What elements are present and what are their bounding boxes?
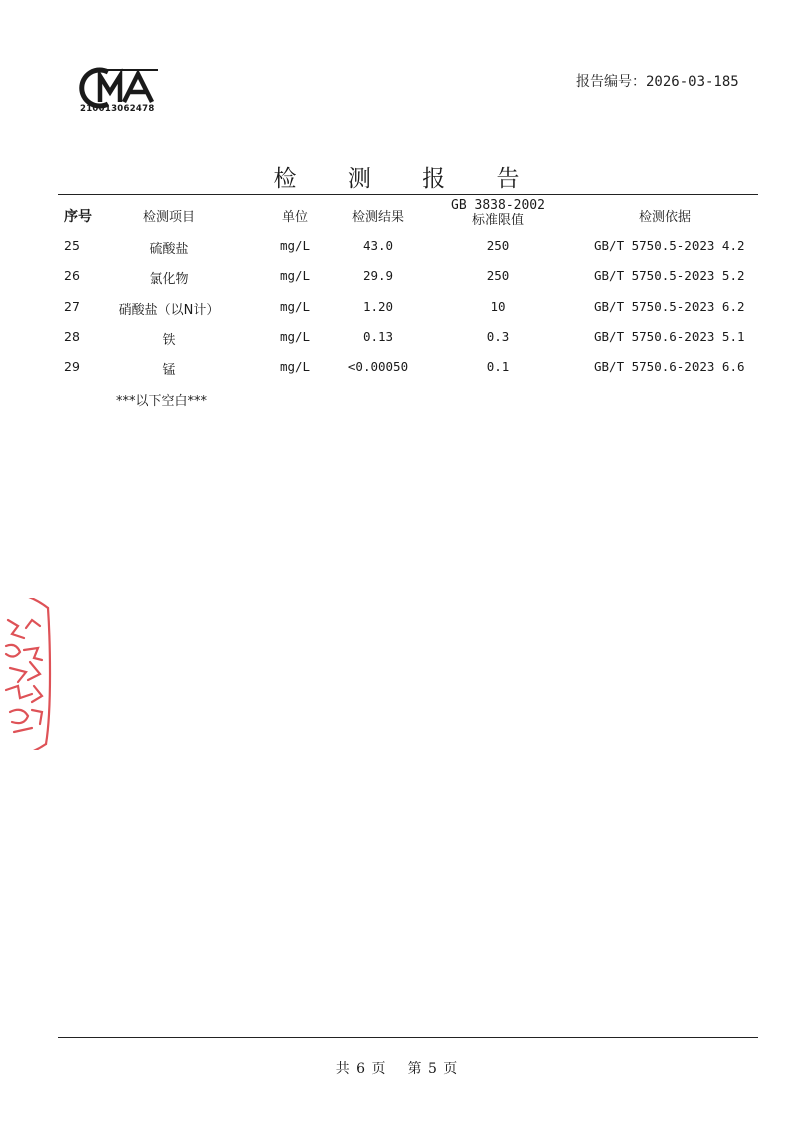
row-result: 29.9 xyxy=(362,268,394,283)
cma-certificate-number: 210013062478 xyxy=(80,104,155,114)
row-seq: 28 xyxy=(64,329,80,344)
row-item: 锰 xyxy=(162,363,176,378)
column-header-limit xyxy=(438,198,558,228)
seal-stamp-partial xyxy=(0,598,52,750)
column-header-result: 检测结果 xyxy=(351,210,404,225)
row-limit: 250 xyxy=(486,268,510,283)
row-seq: 27 xyxy=(64,299,80,314)
column-header-seq: 序号 xyxy=(64,209,92,225)
header-divider xyxy=(58,194,758,195)
row-unit: mg/L xyxy=(279,329,311,344)
row-basis: GB/T 5750.5-2023 4.2 xyxy=(594,238,745,253)
row-item: 硫酸盐 xyxy=(149,242,189,257)
report-number: 报告编号：2026-03-185 xyxy=(576,74,739,90)
column-header-limit-standard: GB 3838-2002 xyxy=(451,198,545,213)
column-header-unit: 单位 xyxy=(281,210,308,225)
row-limit: 10 xyxy=(490,299,506,314)
row-basis: GB/T 5750.5-2023 6.2 xyxy=(594,299,745,314)
row-seq: 25 xyxy=(64,238,80,253)
row-limit: 250 xyxy=(486,238,510,253)
row-seq: 29 xyxy=(64,359,80,374)
row-unit: mg/L xyxy=(279,238,311,253)
row-limit: 0.3 xyxy=(486,329,510,344)
row-item: 硝酸盐（以N计） xyxy=(118,303,220,318)
row-basis: GB/T 5750.5-2023 5.2 xyxy=(594,268,745,283)
end-of-table-note: ***以下空白*** xyxy=(116,394,208,409)
column-header-basis: 检测依据 xyxy=(638,210,691,225)
row-seq: 26 xyxy=(64,268,80,283)
row-item: 氯化物 xyxy=(149,272,189,287)
row-result: <0.00050 xyxy=(347,359,409,374)
total-pages: 共 6 页 xyxy=(335,1061,386,1077)
current-page: 第 5 页 xyxy=(407,1061,458,1077)
row-unit: mg/L xyxy=(279,359,311,374)
row-basis: GB/T 5750.6-2023 5.1 xyxy=(594,329,745,344)
row-result: 0.13 xyxy=(362,329,394,344)
row-item: 铁 xyxy=(162,333,176,348)
row-limit: 0.1 xyxy=(486,359,510,374)
column-header-limit-label: 标准限值 xyxy=(471,213,524,228)
page-footer xyxy=(0,1058,793,1078)
row-basis: GB/T 5750.6-2023 6.6 xyxy=(594,359,745,374)
row-result: 1.20 xyxy=(362,299,394,314)
page-title: 检 测 报 告 xyxy=(273,166,542,192)
row-result: 43.0 xyxy=(362,238,394,253)
column-header-item: 检测项目 xyxy=(142,210,195,225)
row-unit: mg/L xyxy=(279,299,311,314)
footer-divider xyxy=(58,1037,758,1038)
row-unit: mg/L xyxy=(279,268,311,283)
